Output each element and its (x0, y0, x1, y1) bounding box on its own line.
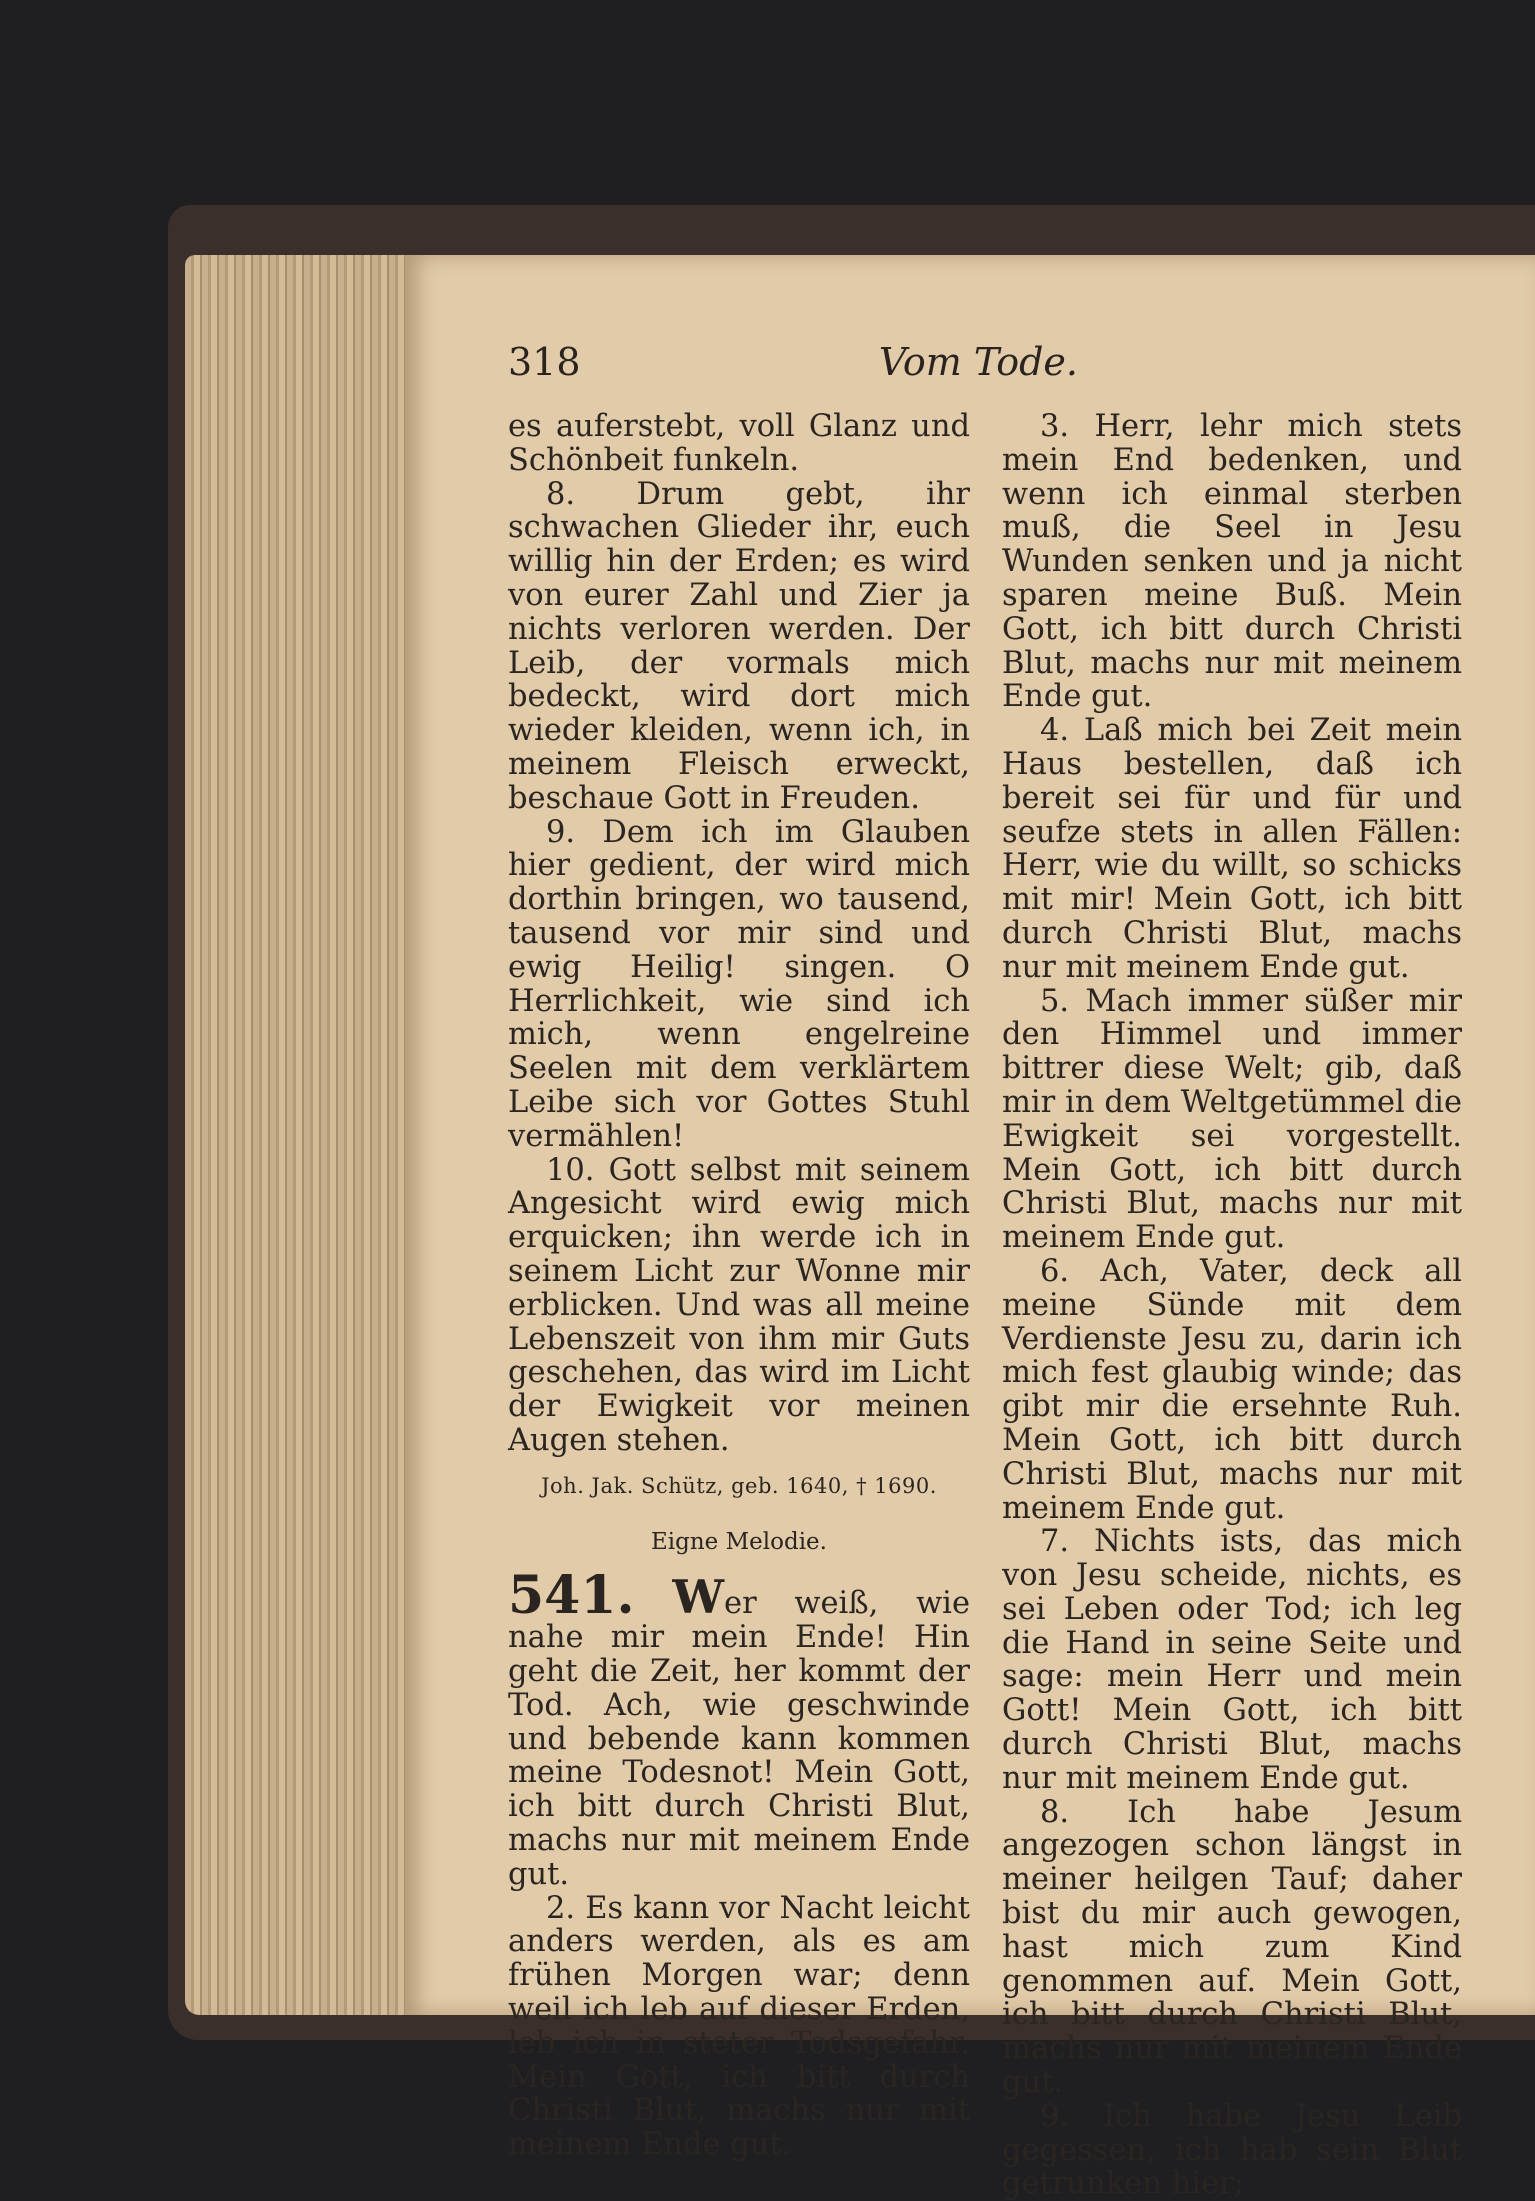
verse-7: 7. Nichts ists, das mich von Jesu scheide, nichts, es sei Leben oder Tod; ich leg die Hand in seine Seite und sage: mein Herr und mein Gott! Mein Gott, ich bitt durch Christi Blut, machs nur mit meinem Ende gut. (1002, 1524, 1462, 1796)
verse-2: 2. Es kann vor Nacht leicht anders werden, als es am frühen Morgen war; denn weil ich leb auf dieser Erden, leb ich in steter Todsgefahr. Mein Gott, ich bitt durch Christi Blut, machs nur mit meinem Ende gut. (508, 1890, 970, 2163)
left-column (508, 410, 970, 2162)
hymn-number: 541. (508, 1565, 635, 1627)
verse-4: 4. Laß mich bei Zeit mein Haus bestellen, daß ich bereit sei für und für und seufze stets in allen Fällen: Herr, wie du willt, so schicks mit mir! Mein Gott, ich bitt durch Christi Blut, machs nur mit meinem Ende gut. (1002, 713, 1462, 985)
page-edges (185, 255, 435, 2015)
page-number: 318 (508, 340, 581, 384)
verse-8: 8. Drum gebt, ihr schwachen Glieder ihr, euch willig hin der Erden; es wird von eurer Zahl und Zier ja nichts verloren werden. Der Leib, der vormals mich bedeckt, wird dort mich wieder kleiden, wenn ich, in meinem Fleisch erweckt, beschaue Gott in Freuden. (508, 476, 970, 816)
verse-8-right: 8. Ich habe Jesum angezogen schon längst in meiner heilgen Tauf; daher bist du mir auch gewogen, hast mich zum Kind genommen auf. Mein Gott, ich bitt durch Christi Blut, machs nur mit meinem Ende gut. (1002, 1794, 1462, 2101)
melody-note: Eigne Melodie. (651, 1528, 827, 1555)
hymn-author: Joh. Jak. Schütz, geb. 1640, † 1690. (541, 1473, 937, 1498)
page-header (508, 340, 1078, 400)
verse-9: 9. Dem ich im Glauben hier gedient, der wird mich dorthin bringen, wo tausend, tausend vor mir sind und ewig Heilig! singen. O Herrlichkeit, wie sind ich mich, wenn engelreine Seelen mit dem verklärtem Leibe sich vor Gottes Stuhl vermählen! (508, 814, 970, 1154)
hymn-541-verse-1 (508, 1565, 970, 1892)
running-head: Vom Tode. (878, 340, 1078, 384)
verse-10: 10. Gott selbst mit seinem Angesicht wird ewig mich erquicken; ihn werde ich in seinem Licht zur Wonne mir erblicken. Und was all meine Lebenszeit von ihm mir Guts geschehen, das wird im Licht der Ewigkeit vor meinen Augen stehen. (508, 1152, 970, 1458)
verse-9-right: 9. Ich habe Jesu Leib gegessen, ich hab sein Blut getrunken hier; (1002, 2098, 1462, 2201)
drop-cap: W (672, 1570, 725, 1625)
paragraph: es auferstebt, voll Glanz und Schönbeit funkeln. (508, 409, 970, 478)
verse-text: er weiß, wie nahe mir mein Ende! Hin geht die Zeit, her kommt der Tod. Ach, wie geschwinde und bebende kann kommen meine Todesnot! Mein Gott, ich bitt durch Christi Blut, machs nur mit meinem Ende gut. (508, 1586, 970, 1892)
verse-3: 3. Herr, lehr mich stets mein End bedenken, und wenn ich einmal sterben muß, die Seel in Jesu Wunden senken und ja nicht sparen meine Buß. Mein Gott, ich bitt durch Christi Blut, machs nur mit meinem Ende gut. (1002, 409, 1462, 715)
verse-6: 6. Ach, Vater, deck all meine Sünde mit dem Verdienste Jesu zu, darin ich mich fest glaubig winde; das gibt mir die ersehnte Ruh. Mein Gott, ich bitt durch Christi Blut, machs nur mit meinem Ende gut. (1002, 1253, 1462, 1526)
verse-5: 5. Mach immer süßer mir den Himmel und immer bittrer diese Welt; gib, daß mir in dem Weltgetümmel die Ewigkeit sei vorgestellt. Mein Gott, ich bitt durch Christi Blut, machs nur mit meinem Ende gut. (1002, 983, 1462, 1256)
right-column (1002, 410, 1462, 2201)
